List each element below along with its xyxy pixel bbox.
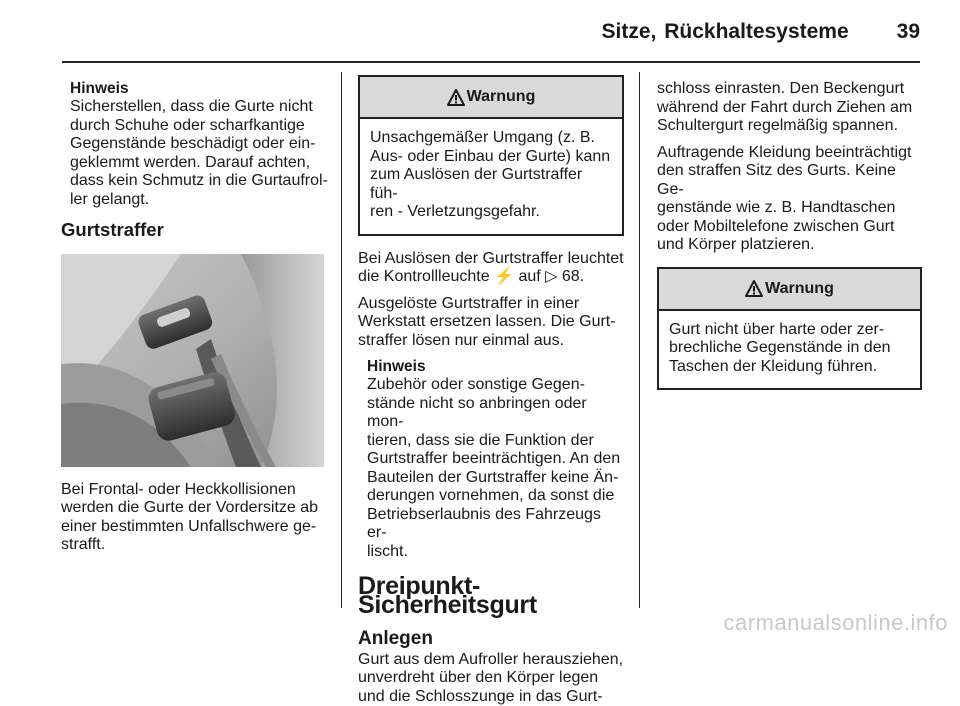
- column-1: [61, 80, 328, 555]
- body-line: genstände wie z. B. Handtaschen: [657, 199, 922, 218]
- warning-title: Warnung: [467, 88, 536, 106]
- page-title: Sitze, Rückhaltesysteme: [602, 20, 849, 43]
- warning-line: zum Auslösen der Gurtstraffer füh-: [370, 166, 612, 203]
- warning-triangle-icon: [745, 280, 763, 297]
- body-line: Gurt aus dem Aufroller herausziehen,: [358, 651, 624, 670]
- column-divider-2: [639, 72, 640, 608]
- body-line: oder Mobiltelefone zwischen Gurt: [657, 218, 922, 237]
- body-line: während der Fahrt durch Ziehen am: [657, 99, 922, 118]
- note-line: Betriebserlaubnis des Fahrzeugs er-: [367, 506, 624, 543]
- note-line: Zubehör oder sonstige Gegen-: [367, 376, 624, 395]
- note-line: dass kein Schmutz in die Gurtaufrol-: [70, 172, 328, 191]
- warning-line: Aus- oder Einbau der Gurte) kann: [370, 148, 612, 167]
- body-line: werden die Gurte der Vordersitze ab: [61, 499, 328, 518]
- body-line: die Kontrollleuchte ⚡ auf ▷ 68.: [358, 268, 624, 287]
- note-line: Gurtstraffer beeinträchtigen. An den: [367, 450, 624, 469]
- body-line: Bei Auslösen der Gurtstraffer leuchtet: [358, 250, 624, 269]
- body-line: einer bestimmten Unfallschwere ge-: [61, 518, 328, 537]
- warning-line: Taschen der Kleidung führen.: [669, 358, 910, 377]
- note-line: Sicherstellen, dass die Gurte nicht: [70, 98, 328, 117]
- note-line: Gegenstände beschädigt oder ein-: [70, 135, 328, 154]
- note-line: ler gelangt.: [70, 191, 328, 210]
- body-line: Auftragende Kleidung beeinträchtigt: [657, 144, 922, 163]
- heading-sub: Anlegen: [358, 630, 624, 649]
- note-title: Hinweis: [70, 80, 328, 98]
- page-header: [602, 20, 920, 44]
- header-rule: [62, 61, 920, 63]
- page-number: 39: [897, 20, 920, 43]
- column-divider-1: [341, 72, 342, 608]
- watermark: carmanualsonline.info: [723, 610, 948, 636]
- note-line: durch Schuhe oder scharfkantige: [70, 117, 328, 136]
- warning-header: [659, 269, 920, 311]
- body-line: den straffen Sitz des Gurts. Keine Ge-: [657, 162, 922, 199]
- body-line: strafft.: [61, 536, 328, 555]
- body-line: Werkstatt ersetzen lassen. Die Gurt-: [358, 313, 624, 332]
- warning-line: brechliche Gegenstände in den: [669, 339, 910, 358]
- warning-header: [360, 77, 622, 119]
- body-line: Bei Frontal- oder Heckkollisionen: [61, 481, 328, 500]
- note-line: derungen vornehmen, da sonst die: [367, 487, 624, 506]
- body-line: und Körper platzieren.: [657, 236, 922, 255]
- warning-title: Warnung: [765, 280, 834, 298]
- warning-line: Gurt nicht über harte oder zer-: [669, 321, 910, 340]
- note-line: Bauteilen der Gurtstraffer keine Än-: [367, 469, 624, 488]
- note-line: lischt.: [367, 543, 624, 562]
- body-line: Schultergurt regelmäßig spannen.: [657, 117, 922, 136]
- body-line: und die Schlosszunge in das Gurt-: [358, 688, 624, 706]
- note-line: tieren, dass sie die Funktion der: [367, 432, 624, 451]
- body-line: straffer lösen nur einmal aus.: [358, 332, 624, 351]
- body-line: schloss einrasten. Den Beckengurt: [657, 80, 922, 99]
- note-title: Hinweis: [367, 358, 624, 376]
- body-line: Ausgelöste Gurtstraffer in einer: [358, 295, 624, 314]
- belt-buckle-photo: [61, 254, 324, 467]
- body-line: unverdreht über den Körper legen: [358, 669, 624, 688]
- section-title: Gurtstraffer: [61, 221, 328, 240]
- warning-line: Unsachgemäßer Umgang (z. B.: [370, 129, 612, 148]
- note-block: [70, 80, 328, 209]
- heading-main: Dreipunkt-Sicherheitsgurt: [358, 577, 624, 614]
- column-2: [358, 75, 624, 706]
- warning-box: [657, 267, 922, 391]
- note-line: geklemmt werden. Darauf achten,: [70, 154, 328, 173]
- note-line: stände nicht so anbringen oder mon-: [367, 395, 624, 432]
- warning-triangle-icon: [447, 89, 465, 106]
- column-3: [657, 80, 922, 404]
- note-block: [367, 358, 624, 561]
- warning-box: [358, 75, 624, 236]
- warning-line: ren - Verletzungsgefahr.: [370, 203, 612, 222]
